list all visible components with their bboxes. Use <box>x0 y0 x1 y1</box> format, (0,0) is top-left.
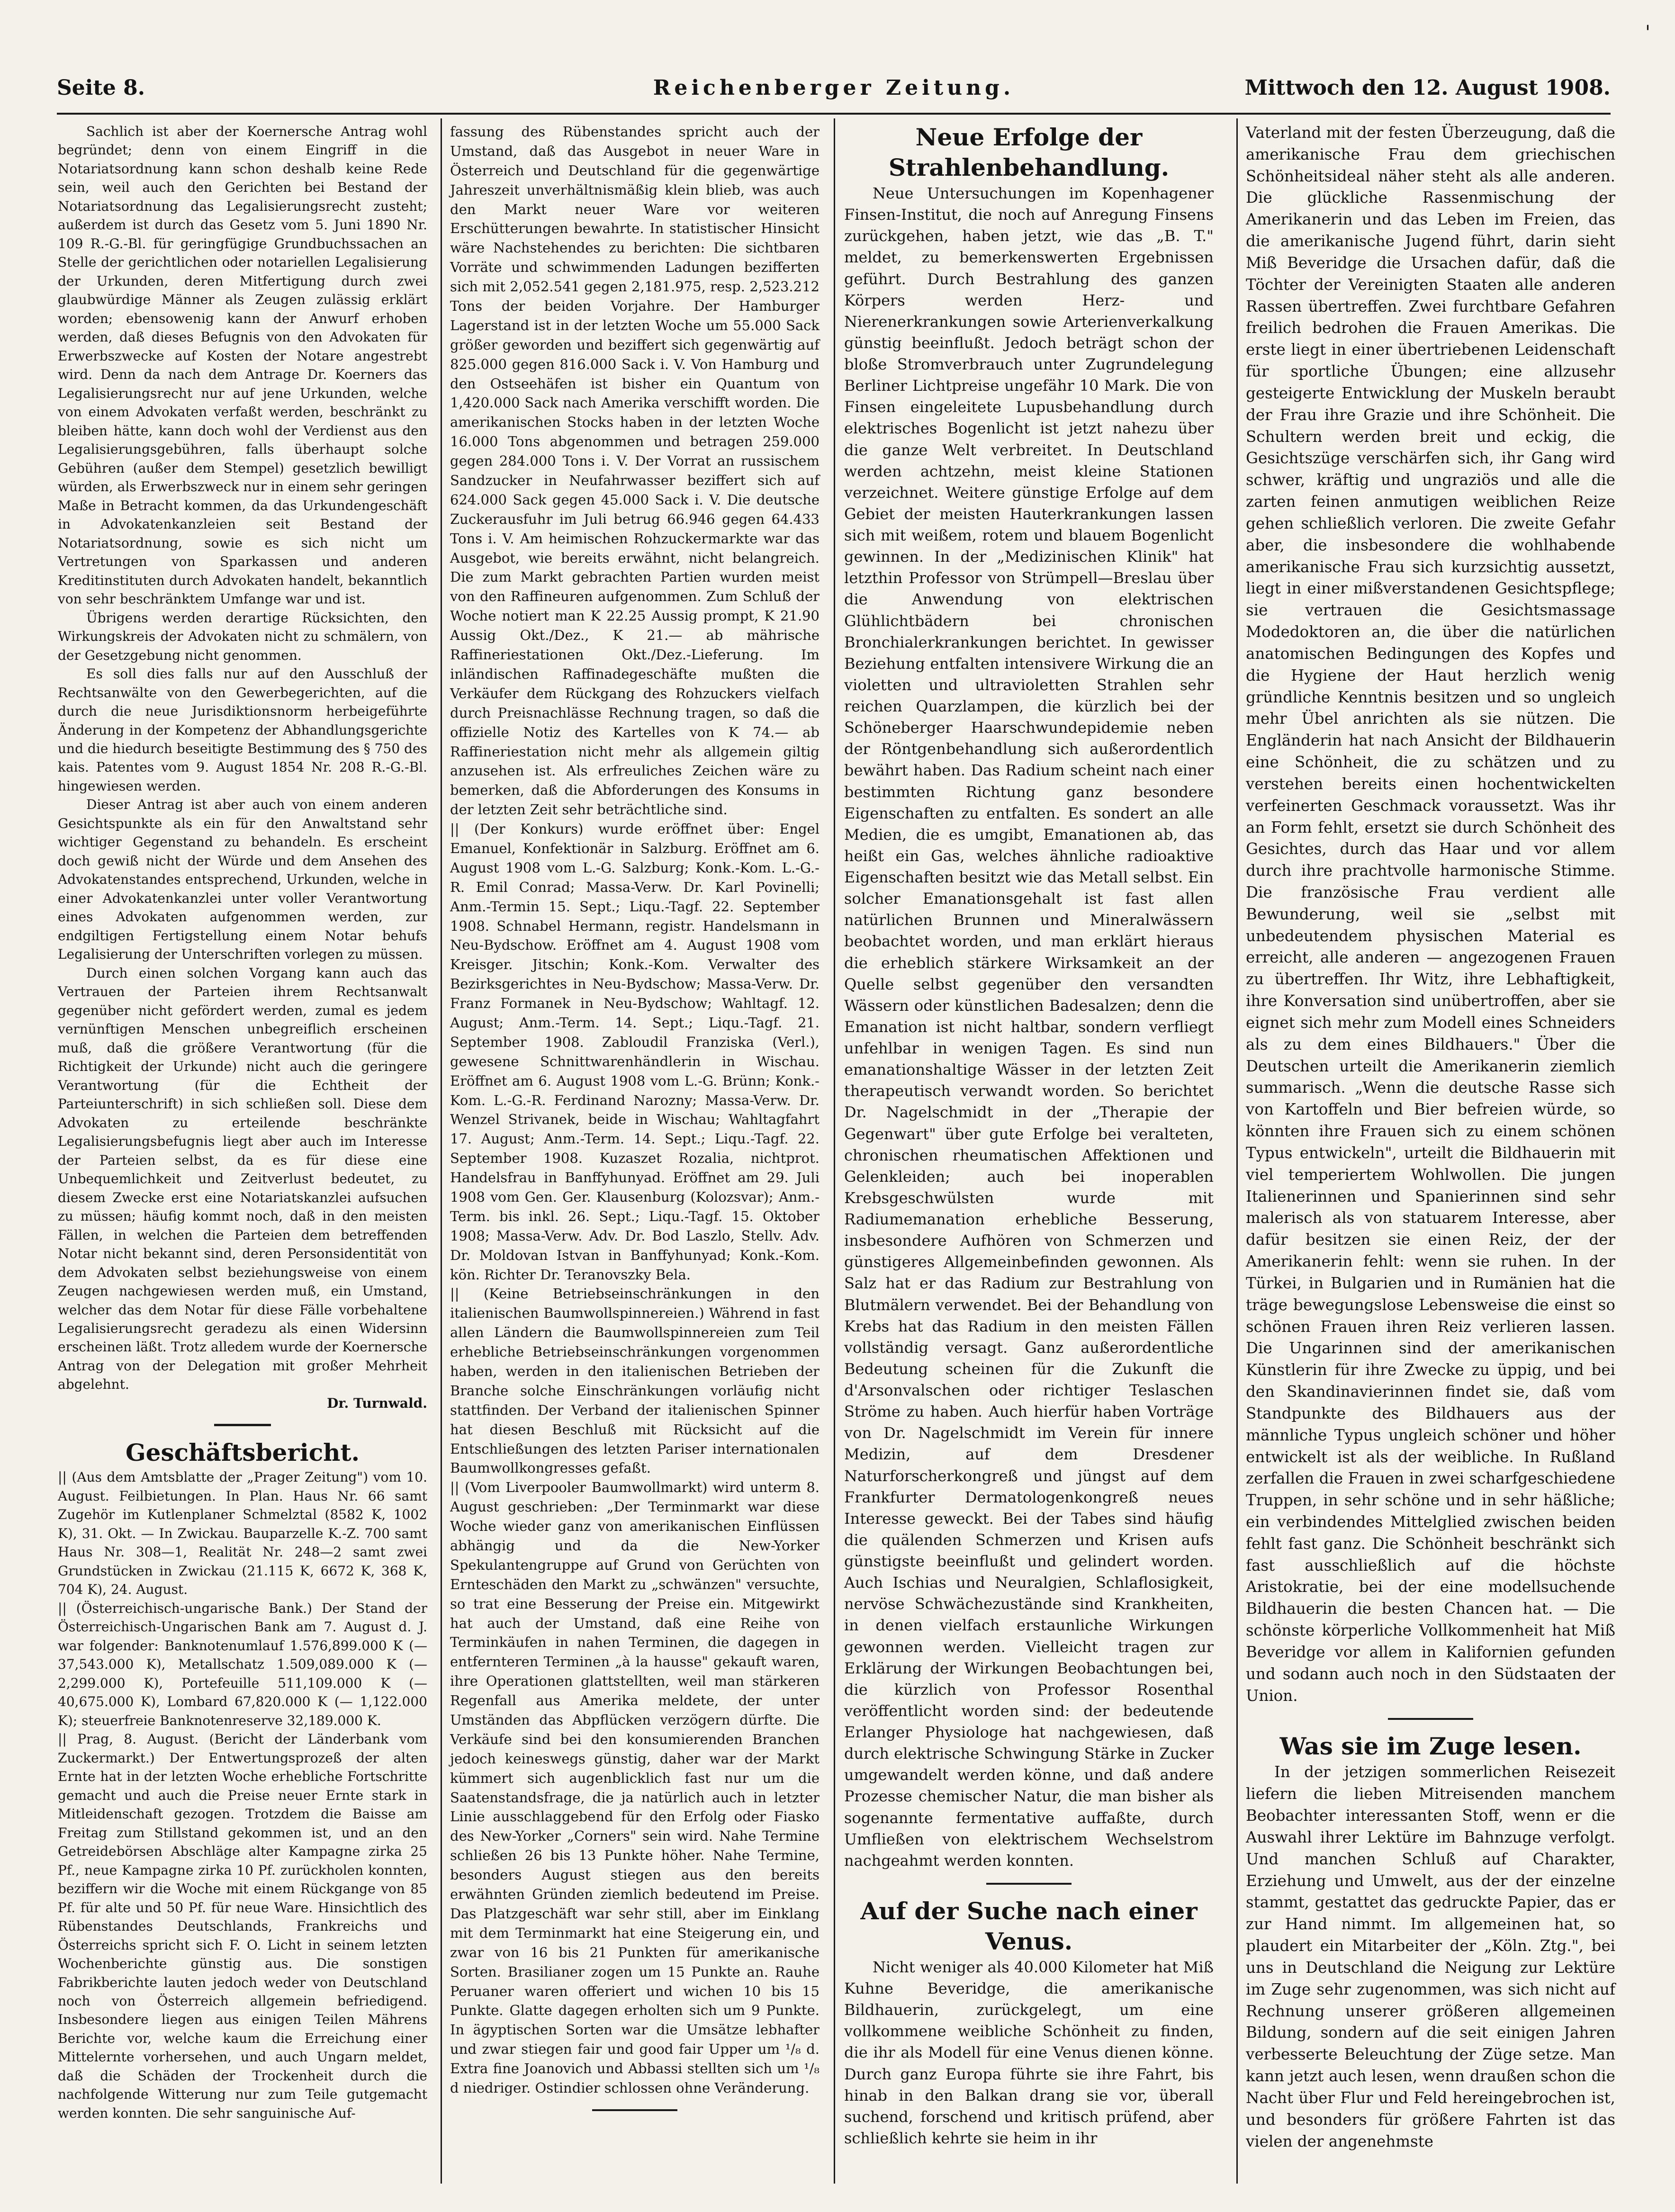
column-rule-1 <box>441 118 442 2184</box>
section-divider <box>1388 1718 1473 1720</box>
masthead: Reichenberger Zeitung. <box>653 76 1015 100</box>
article-paragraph: Es soll dies falls nur auf den Ausschluß der Rechtsanwälte von den Gewerbegerichten, auf die durch die neue Jurisdiktionsnorm herbeigeführte Änderung in der Kompetenz der Abhandlungsgerichte und die hiedurch beseitigte Bestimmung des § 750 des kais. Patentes vom 9. August 1854 Nr. 208 R.-G.-Bl. hingewiesen werden. <box>58 666 427 794</box>
author-signature: Dr. Turnwald. <box>327 1395 427 1411</box>
issue-date: Mittwoch den 12. August 1908. <box>1244 76 1611 100</box>
article-paragraph: Sachlich ist aber der Koernersche Antrag wohl begründet; denn von einem Eingriff in die Notariatsordnung kann schon deshalb keine Rede sein, weil auch den Gerichten bei Bestand der Notariatsordnung das Legalisierungsrecht zusteht; außerdem ist durch das Gesetz vom 5. Juni 1890 Nr. 109 R.-G.-Bl. für geringfügige Grundbuchssachen an Stelle der gerichtlichen oder notariellen Legalisierung der Urkunden, deren Mitfertigung durch zwei glaubwürdige Männer als Zeugen zulässig erklärt worden; ebensowenig kann der Anwurf erhoben werden, daß dieses Befugnis von den Advokaten für Erwerbszwecke auf Kosten der Notare angestrebt wird. Denn da nach dem Antrage Dr. Koerners das Legalisierungsrecht nur auf jene Urkunden, welche von einem Advokaten verfaßt werden, beschränkt zu bleiben hätte, kann doch wohl der Verdienst aus den Legalisierungsgebühren, falls überhaupt solche Gebühren (außer dem Stempel) gesetzlich bewilligt würden, als Erwerbszweck nur in einem sehr geringen Maße in Betracht kommen, da das Urkundengeschäft in Advokatenkanzleien seit Bestand der Notariatsordnung, sowie es sich nicht um Vertretungen von Sparkassen und anderen Kreditinstituten durch Advokaten handelt, bekanntlich von sehr beschränktem Umfange war und ist. <box>58 124 427 607</box>
section-heading: Geschäftsbericht. <box>125 1439 360 1467</box>
article-heading: Neue Erfolge der Strahlenbehandlung. <box>888 123 1170 181</box>
column-1 <box>58 122 427 2122</box>
page-header <box>57 76 1611 109</box>
section-divider <box>986 1883 1072 1885</box>
article-paragraph: fassung des Rübenstandes spricht auch der Umstand, daß das Ausgebot in neuer Ware in Österreich und Deutschland für die gegenwärtige Jahreszeit unverhältnismäßig klein blieb, was auch den Markt neuer Ware vor weiteren Erschütterungen bewahrte. In statistischer Hinsicht wäre Nachstehendes zu berichten: Die sichtbaren Vorräte und schwimmenden Ladungen bezifferten sich mit 2,052.541 gegen 2,181.975, resp. 2,523.212 Tons der beiden Vorjahre. Der Hamburger Lagerstand ist in der letzten Woche um 55.000 Sack größer geworden und beziffert sich gegenwärtig auf 825.000 gegen 816.000 Sack i. V. Von Hamburg und den Ostseehäfen ist bisher ein Quantum von 1,420.000 Sack nach Amerika verschifft worden. Die amerikanischen Stocks haben in der letzten Woche 16.000 Tons abgenommen und betragen 259.000 gegen 284.000 Tons i. V. Der Vorrat an russischem Sandzucker in Neufahrwasser beziffert sich auf 624.000 Sack gegen 45.000 Sack i. V. Die deutsche Zuckerausfuhr im Juli betrug 66.946 gegen 64.433 Tons i. V. Am heimischen Rohzuckermarkte war das Ausgebot, wie bereits erwähnt, nicht belangreich. Die zum Markt gebrachten Partien wurden meist von den Raffineuren aufgenommen. Zum Schluß der Woche notiert man K 22.25 Aussig prompt, K 21.90 Aussig Okt./Dez., K 21.— ab mährische Raffineriestationen Okt./Dez.-Lieferung. Im inländischen Raffinadegeschäfte mußten die Verkäufer dem Rückgang des Rohzuckers vielfach durch Preisnachlässe Rechnung tragen, so daß die offizielle Notiz des Kartelles von K 74.— ab Raffineriestation nicht mehr als allgemein giltig anzusehen ist. Als erfreuliches Zeichen wäre zu bemerken, daß die Abforderungen des Konsums in der letzten Zeit sehr beträchtliche sind. <box>450 124 819 818</box>
article-paragraph: Dieser Antrag ist aber auch von einem anderen Gesichtspunkte als ein für den Anwaltstand sehr wichtiger Gegenstand zu behandeln. Es erscheint doch gewiß nicht der Würde und dem Ansehen des Advokatenstandes entsprechend, Urkunden, welche in einer Advokatenkanzlei unter voller Verantwortung eines Advokaten aufgenommen werden, zur endgiltigen Fertigstellung einem Notar behufs Legalisierung der Unterschriften vorlegen zu müssen. <box>58 797 427 962</box>
column-4 <box>1246 122 1615 2152</box>
business-item: || (Keine Betriebseinschränkungen in den italienischen Baumwollspinnereien.) Während in fast allen Ländern die Baumwollspinnereien zum Teil erhebliche Betriebseinschränkungen vorgenommen haben, werden in den italienischen Betrieben der Branche solche Einschränkungen vorläufig nicht stattfinden. Der Verband der italienischen Spinner hat diesen Beschluß mit Rücksicht auf die Entschließungen des letzten Pariser internationalen Baumwollkongresses gefaßt. <box>450 1286 819 1476</box>
page-number: Seite 8. <box>57 76 145 100</box>
article-heading: Was sie im Zuge lesen. <box>1279 1732 1582 1761</box>
article-paragraph: Neue Untersuchungen im Kopenhagener Finsen-Institut, die noch auf Anregung Finsens zurückgehen, haben jetzt, wie das „B. T." meldet, zu bemerkenswerten Ergebnissen geführt. Durch Bestrahlung des ganzen Körpers werden Herz- und Nierenerkrankungen sowie Arterienverkalkung günstig beeinflußt. Jedoch beträgt schon der bloße Stromverbrauch unter Zugrundelegung Berliner Lichtpreise ungefähr 10 Mark. Die von Finsen eingeleitete Lupusbehandlung durch elektrisches Bogenlicht ist jetzt nahezu über die ganze Welt verbreitet. In Deutschland werden achtzehn, meist kleine Stationen verzeichnet. Weitere günstige Erfolge auf dem Gebiet der meisten Hauterkrankungen lassen sich mit weißem, rotem und blauem Bogenlicht gewinnen. In der „Medizinischen Klinik" hat letzthin Professor von Strümpell—Breslau über die Anwendung von elektrischen Glühlichtbädern bei chronischen Bronchialerkrankungen berichtet. In gewisser Beziehung entfalten intensivere Wirkung die an violetten und ultravioletten Strahlen sehr reichen Quarzlampen, die kürzlich bei der Schöneberger Haarschwundepidemie neben der Röntgenbehandlung sich außerordentlich bewährt haben. Das Radium scheint nach einer bestimmten Richtung ganz besondere Eigenschaften zu entfalten. Es sondert an alle Medien, die es umgibt, Emanationen ab, das heißt ein Gas, welches ähnliche radioaktive Eigenschaften besitzt wie das Metall selbst. Ein solcher Emanationsgehalt ist fast allen natürlichen Brunnen und Mineralwässern beobachtet worden, und man erklärt hieraus die erheblich stärkere Wirksamkeit an der Quelle selbst gegenüber den versandten Wässern oder künstlichen Badesalzen; denn die Emanation ist nicht haltbar, sondern verfliegt unfehlbar in wenigen Tagen. Es sind nun emanationshaltige Wässer in der letzten Zeit therapeutisch verwandt worden. So berichtet Dr. Nagelschmidt in der „Therapie der Gegenwart" über gute Erfolge bei veralteten, chronischen rheumatischen Affektionen und Gelenkleiden; auch bei inoperablen Krebsgeschwülsten wurde mit Radiumemanation erhebliche Besserung, insbesondere Aufhören von Schmerzen und günstigeres Allgemeinbefinden gewonnen. Als Salz hat er das Radium zur Bestrahlung von Blutmälern verwendet. Bei der Behandlung von Krebs hat das Radium in den meisten Fällen vollständig versagt. Ganz außerordentliche Bedeutung scheinen für die Zukunft die d'Arsonvalschen oder richtiger Teslaschen Ströme zu haben. Auch hierfür haben Vorträge von Dr. Nagelschmidt im Verein für innere Medizin, auf dem Dresdener Naturforscherkongreß und jüngst auf dem Frankfurter Dermatologenkongreß neues Interesse geweckt. Bei der Tabes sind häufig die quälenden Schmerzen und Krisen aufs günstigste beeinflußt und gelindert worden. Auch Ischias und Neuralgien, Schlaflosigkeit, nervöse Schwächezustände sind Krankheiten, in denen vielfach erstaunliche Wirkungen gewonnen werden. Vielleicht tragen zur Erklärung der Wirkungen Beobachtungen bei, die kürzlich von Professor Rosenthal veröffentlicht worden sind: der bedeutende Erlanger Physiologe hat nachgewiesen, daß durch elektrische Schwingung Stärke in Zucker umgewandelt werden könne, und daß andere Prozesse chemischer Natur, die man bisher als sogenannte fermentative auffaßte, durch Umfließen von elektrischem Wechselstrom nachgeahmt werden konnten. <box>844 184 1214 1870</box>
article-paragraph: Nicht weniger als 40.000 Kilometer hat Miß Kuhne Beveridge, die amerikanische Bildhauerin, zurückgelegt, um eine vollkommene weibliche Schönheit zu finden, die ihr als Modell für eine Venus dienen könne. Durch ganz Europa führte sie ihre Fahrt, bis hinab in den Balkan drang sie vor, überall suchend, forschend und kritisch prüfend, aber schließlich kehrte sie heim in ihr <box>844 1958 1214 2147</box>
column-3 <box>844 122 1214 2149</box>
article-paragraph: Durch einen solchen Vorgang kann auch das Vertrauen der Parteien ihrem Rechtsanwalt gegenüber nicht gefördert werden, zumal es jedem vernünftigen Menschen unbegreiflich erscheinen muß, daß die größere Verantwortung (für die Richtigkeit der Urkunde) nicht auch die geringere Verantwortung (für die Echtheit der Parteiunterschrift) in sich schließen soll. Diese dem Advokaten zu erteilende beschränkte Legalisierungsbefugnis liegt aber auch im Interesse der Parteien selbst, da es für diese eine Unbequemlichkeit und Zeitverlust bedeutet, zu diesem Zwecke erst eine Notariatskanzlei aufsuchen zu müssen; häufig kommt noch, daß in den meisten Fällen, in welchen die Parteien dem betreffenden Notar nicht bekannt sind, deren Personsidentität von dem Advokaten selbst beziehungsweise von einem Zeugen nachgewiesen werden muß, ein Umstand, welcher das dem Notar für diese Fälle vorbehaltene Legalisierungsrecht geradezu als einen Widersinn erscheinen läßt. Trotz alledem wurde der Koernersche Antrag von der Delegation mit großer Mehrheit abgelehnt. <box>58 965 427 1393</box>
column-2 <box>450 122 819 2122</box>
section-divider <box>214 1424 271 1426</box>
business-item: || (Aus dem Amtsblatte der „Prager Zeitung") vom 10. August. Feilbietungen. In Plan. Haus Nr. 66 samt Zugehör im Kutlenplaner Schmelztal (8582 K, 1002 K), 31. Okt. — In Zwickau. Bauparzelle K.-Z. 700 samt Haus Nr. 308—1, Realität Nr. 248—2 samt zwei Grundstücken in Zwickau (21.115 K, 6672 K, 368 K, 704 K), 24. August. <box>58 1469 427 1598</box>
corner-mark: ' <box>1645 22 1650 44</box>
business-item: || (Der Konkurs) wurde eröffnet über: Engel Emanuel, Konfektionär in Salzburg. Eröffnet am 6. August 1908 vom L.-G. Salzburg; Konk.-Kom. L.-G.-R. Emil Conrad; Massa-Verw. Dr. Karl Povinelli; Anm.-Termin 15. Sept.; Liqu.-Tagf. 22. September 1908. Schnabel Hermann, registr. Handelsmann in Neu-Bydschow. Eröffnet am 4. August 1908 vom Kreisger. Jitschin; Konk.-Kom. Verwalter des Bezirksgerichtes in Neu-Bydschow; Massa-Verw. Dr. Franz Formanek in Neu-Bydschow; Wahltagf. 12. August; Anm.-Term. 14. Sept.; Liqu.-Tagf. 21. September 1908. Zabloudil Franziska (Verl.), gewesene Schnittwarenhändlerin in Wischau. Eröffnet am 6. August 1908 vom L.-G. Brünn; Konk.-Kom. L.-G.-R. Ferdinand Narozny; Massa-Verw. Dr. Wenzel Strivanek, beide in Wischau; Wahltagfahrt 17. August; Anm.-Term. 14. Sept.; Liqu.-Tagf. 22. September 1908. Kuzaszet Rozalia, nichtprot. Handelsfrau in Banffyhunyad. Eröffnet am 29. Juli 1908 vom Gen. Ger. Klausenburg (Kolozsvar); Anm.-Term. bis inkl. 26. Sept.; Liqu.-Tagf. 15. Oktober 1908; Massa-Verw. Adv. Dr. Bod Laszlo, Stellv. Adv. Dr. Moldovan Istvan in Banffyhunyad; Konk.-Kom. kön. Richter Dr. Teranovszky Bela. <box>450 821 819 1283</box>
article-heading: Auf der Suche nach einer Venus. <box>860 1897 1198 1955</box>
article-paragraph: In der jetzigen sommerlichen Reisezeit liefern die lieben Mitreisenden manchem Beobachter interessanten Stoff, wenn er die Auswahl ihrer Lektüre im Bahnzuge verfolgt. Und manchen Schluß auf Charakter, Erziehung und Umwelt, aus der der einzelne stammt, gestattet das gedruckte Papier, das er zur Hand nimmt. Im allgemeinen hat, so plaudert ein Mitarbeiter der „Köln. Ztg.", bei uns in Deutschland die Neigung zur Lektüre im Zuge sehr zugenommen, was sich nicht auf Rechnung unserer größeren allgemeinen Bildung, sondern auf die seit einigen Jahren verbesserte Beleuchtung der Züge setze. Man kann jetzt auch lesen, wenn draußen schon die Nacht über Flur und Feld hereingebrochen ist, und besonders für größere Fahrten ist das vielen der angenehmste <box>1246 1763 1615 2150</box>
article-paragraph: Übrigens werden derartige Rücksichten, den Wirkungskreis der Advokaten nicht zu schmälern, von der Gesetzgebung nicht genommen. <box>58 610 427 663</box>
header-rule <box>57 113 1611 115</box>
business-item: || (Vom Liverpooler Baumwollmarkt) wird unterm 8. August geschrieben: „Der Terminmarkt war diese Woche wieder ganz von amerikanischen Einflüssen abhängig und da die New-Yorker Spekulantengruppe auf Grund von Gerüchten von Ernteschäden den Markt zu „schwänzen" versuchte, so trat eine Besserung der Preise ein. Mitgewirkt hat auch der Umstand, daß eine Reihe von Terminkäufen in nahen Terminen, die dagegen in entfernteren Terminen „à la hausse" gekauft waren, ihre Operationen glattstellten, weil man stärkeren Regenfall aus Amerika meldete, der unter Umständen das Abpflücken verzögern dürfte. Die Verkäufe sind bei den konsumierenden Branchen jedoch keineswegs günstig, daher war der Markt kümmert sich augenblicklich fast nur um die Saatenstandsfrage, die ja natürlich auch in letzter Linie ausschlaggebend für den Erfolg oder Fiasko des New-Yorker „Corners" sein wird. Nahe Termine schließen 26 bis 13 Punkte höher. Nahe Termine, besonders August stiegen aus den bereits erwähnten Gründen ziemlich bedeutend im Preise. Das Platzgeschäft war sehr still, aber im Einklang mit dem Terminmarkt hat eine Steigerung ein, und zwar von 16 bis 21 Punkten für amerikanische Sorten. Brasilianer zogen um 15 Punkte an. Rauhe Peruaner waren offeriert und wichen 10 bis 15 Punkte. Glatte dagegen erholten sich um 9 Punkte. In ägyptischen Sorten war die Umsätze lebhafter und zwar stiegen fair und good fair Upper um ¹/₈ d. Extra fine Joanovich und Abbassi stellten sich um ¹/₈ d niedriger. Ostindier schlossen ohne Veränderung. <box>450 1479 819 2096</box>
column-rule-2 <box>834 118 835 2184</box>
article-paragraph: Vaterland mit der festen Überzeugung, daß die amerikanische Frau dem griechischen Schönheitsideal näher steht als alle anderen. Die glückliche Rassenmischung der Amerikanerin und das Leben im Freien, das die amerikanische Jugend führt, darin sieht Miß Beveridge die Ursachen dafür, daß die Töchter der Vereinigten Staaten alle anderen Rassen übertreffen. Zwei furchtbare Gefahren freilich bedrohen die Frauen Amerikas. Die erste liegt in einer übertriebenen Leidenschaft für sportliche Übungen; eine allzusehr gesteigerte Entwicklung der Muskeln beraubt der Frau ihre Grazie und ihre Schönheit. Die Schultern werden breit und eckig, die Gesichtszüge verschärfen sich, ihr Gang wird schwer, kräftig und ungraziös und alle die zarten feinen anmutigen weiblichen Reize gehen schließlich verloren. Die zweite Gefahr aber, die insbesondere die wohlhabende amerikanische Frau sich kurzsichtig aussetzt, liegt in einer mißverstandenen Gesichtspflege; sie vertrauen die Gesichtsmassage Modedoktoren an, die über die natürlichen anatomischen Bedingungen des Kopfes und die Hygiene der Haut herzlich wenig gründliche Kenntnis besitzen und so ungleich mehr Übel anrichten als sie nützen. Die Engländerin hat nach Ansicht der Bildhauerin eine Schönheit, die zu schätzen und zu verstehen bereits einen hochentwickelten verfeinerten Geschmack voraussetzt. Was ihr an Form fehlt, ersetzt sie durch Schönheit des Gesichtes, durch das Haar und vor allem durch ihre prachtvolle harmonische Stimme. Die französische Frau verdient alle Bewunderung, weil sie „selbst mit unbedeutendem physischen Material es erreicht, alle anderen — angezogenen Frauen zu übertreffen. Ihr Witz, ihre Lebhaftigkeit, ihre Konversation sind unübertroffen, aber sie eignet sich mehr zum Modell eines Schneiders als zu dem eines Bildhauers." Über die Deutschen urteilt die Amerikanerin ziemlich summarisch. „Wenn die deutsche Rasse sich von Kartoffeln und Bier befreien würde, so könnten ihre Frauen sich zu einem schönen Typus entwickeln", urteilt die Bildhauerin mit viel temperiertem Wohlwollen. Die jungen Italienerinnen und Spanierinnen sind sehr malerisch als von statuarem Interesse, aber dafür besitzen sie einen Reiz, der der Amerikanerin fehlt: wenn sie ruhen. In der Türkei, in Bulgarien und in Rumänien hat die träge bewegungslose Lebensweise die einst so schönen Frauen ihren Reiz verlieren lassen. Die Ungarinnen sind der amerikanischen Künstlerin für ihre Zwecke zu üppig, und bei den Skandinavierinnen findet sie, daß vom Standpunkte des Bildhauers aus der männliche Typus ungleich schöner und höher entwickelt ist als der weibliche. In Rußland zerfallen die Frauen in zwei scharfgeschiedene Truppen, in sehr schöne und in sehr häßliche; ein verbindendes Mittelglied zwischen beiden fehlt fast ganz. Die Schönheit beschränkt sich fast ausschließlich auf die höchste Aristokratie, bei der eine modellsuchende Bildhauerin die besten Chancen hat. — Die schönste körperliche Vollkommenheit hat Miß Beveridge vor allem in Kalifornien gefunden und sodann auch noch in den Südstaaten der Union. <box>1246 124 1615 1705</box>
column-rule-3 <box>1236 118 1238 2184</box>
section-divider <box>592 2109 677 2111</box>
business-item: || (Österreichisch-ungarische Bank.) Der Stand der Österreichisch-Ungarischen Bank am 7. August d. J. war folgender: Banknotenumlauf 1.576,899.000 K (— 37,543.000 K), Metallschatz 1.509,089.000 K (— 2,299.000 K), Portefeuille 511,109.000 K (— 40,675.000 K), Lombard 67,820.000 K (— 1,122.000 K); steuerfreie Banknotenreserve 32,189.000 K. <box>58 1600 427 1728</box>
business-item: || Prag, 8. August. (Bericht der Länderbank vom Zuckermarkt.) Der Entwertungsprozeß der alten Ernte hat in der letzten Woche erhebliche Fortschritte gemacht und auch die Preise neuer Ernte stark in Mitleidenschaft gezogen. Trotzdem die Baisse am Freitag zum Stillstand gekommen ist, und an den Getreidebörsen Abschläge alter Kampagne zirka 25 Pf., neue Kampagne zirka 10 Pf. zurückholen konnten, beziffern wir die Woche mit einem Rückgange von 85 Pf. für alte und 50 Pf. für neue Ware. Hinsichtlich des Rübenstandes Deutschlands, Frankreichs und Österreichs spricht sich F. O. Licht in seinem letzten Wochenberichte günstig aus. Die sonstigen Fabrikberichte lauten jedoch weder von Deutschland noch von Österreich allgemein befriedigend. Insbesondere liegen aus einigen Teilen Mährens Berichte vor, welche kaum die Erreichung einer Mittelernte vorhersehen, und auch Ungarn meldet, daß die Schäden der Trockenheit durch die nachfolgende Witterung nur zum Teile gutgemacht werden konnten. Die sehr sanguinische Auf- <box>58 1731 427 2121</box>
